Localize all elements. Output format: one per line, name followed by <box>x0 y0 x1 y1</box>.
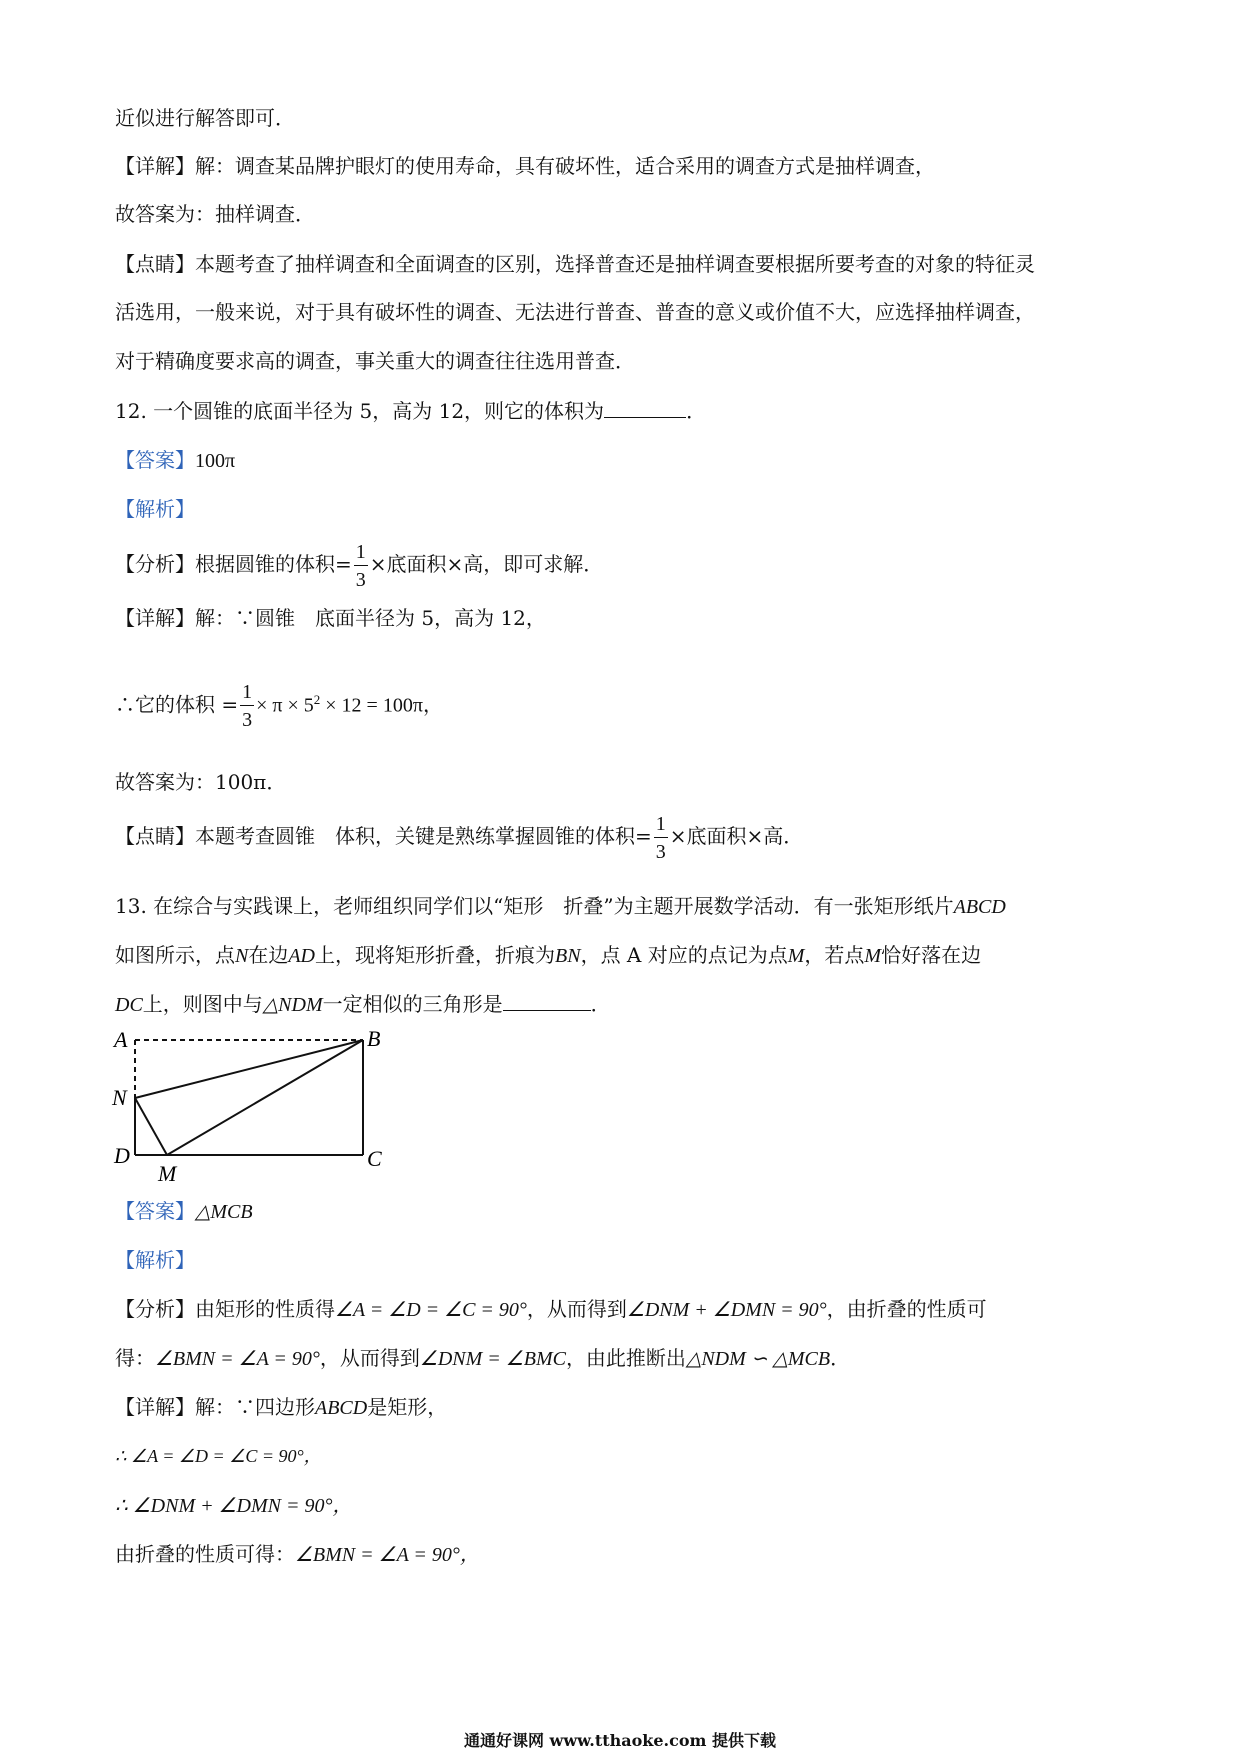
segment-NM <box>135 1098 167 1155</box>
step-line: ∴ ∠DNM + ∠DMN = 90°， <box>115 1495 353 1517</box>
rectangle-fold-figure <box>108 1028 398 1188</box>
text-line: 活选用，一般来说，对于具有破坏性的调查、无法进行普查、普查的意义或价值不大，应选择抽样调查， <box>115 300 1035 324</box>
question-13-stem: 13. 在综合与实践课上，老师组织同学们以“矩形 折叠”为主题开展数学活动．有一张矩形纸片ABCD <box>115 894 1006 918</box>
answer-blank <box>503 990 591 1011</box>
step-line: ∴ ∠A = ∠D = ∠C = 90°， <box>115 1446 322 1466</box>
calc-line: ∴它的体积 = $\frac{1}{3}$ × $\pi \times 5^2 \times 12 = 100\pi$， <box>115 681 443 732</box>
text-line: 【详解】解：调查某品牌护眼灯的使用寿命，具有破坏性，适合采用的调查方式是抽样调查， <box>115 154 935 178</box>
label-D: D <box>114 1143 130 1168</box>
answer-blank <box>604 397 686 418</box>
dianjing-line: 【点睛】本题考查圆锥 体积，关键是熟练掌握圆锥的体积= $\frac{1}{3}$ ×底面积×高． <box>115 812 804 863</box>
analysis-line: 【分析】由矩形的性质得∠A = ∠D = ∠C = 90°，从而得到∠DNM + ∠DMN = 90°，由折叠的性质可 <box>115 1297 987 1321</box>
detail-line: 【详解】解：∵四边形ABCD是矩形， <box>115 1395 448 1419</box>
question-13-stem: 如图所示，点N在边AD上，现将矩形折叠，折痕为BN，点 A 对应的点记为点M，若点M恰好落在边 <box>115 943 982 967</box>
footer-watermark: 通通好课网 www.tthaoke.com 提供下载 <box>463 1731 777 1750</box>
question-13-stem: DC上，则图中与△NDM一定相似的三角形是 ． <box>115 992 611 1016</box>
label-B: B <box>367 1028 381 1051</box>
answer-line: 【答案】100π <box>115 448 236 472</box>
fraction: $\frac{1}{3}$ <box>655 812 666 863</box>
analysis-heading: 【解析】 <box>115 1248 195 1272</box>
question-12-stem: 12. 一个圆锥的底面半径为 5，高为 12，则它的体积为 ． <box>115 399 707 423</box>
segment-MB <box>167 1040 363 1155</box>
step-line: 由折叠的性质可得：∠BMN = ∠A = 90°， <box>115 1542 480 1566</box>
fraction: $\frac{1}{3}$ <box>242 681 253 732</box>
label-M: M <box>158 1161 177 1186</box>
analysis-line: 【分析】根据圆锥的体积= $\frac{1}{3}$ ×底面积×高，即可求解． <box>115 540 604 591</box>
text-line: 对于精确度要求高的调查，事关重大的调查往往选用普查． <box>115 349 635 373</box>
analysis-line: 得：∠BMN = ∠A = 90°，从而得到∠DNM = ∠BMC，由此推断出△NDM ∽ △MCB． <box>115 1346 851 1370</box>
label-N: N <box>112 1085 127 1110</box>
text-line: 故答案为：抽样调查． <box>115 202 315 226</box>
label-C: C <box>367 1146 382 1171</box>
analysis-heading: 【解析】 <box>115 497 195 521</box>
answer-line: 【答案】△MCB <box>115 1199 253 1223</box>
detail-line: 【详解】解：∵圆锥 底面半径为 5，高为 12， <box>115 606 546 630</box>
fold-line-BN <box>135 1040 363 1098</box>
final-answer-line: 故答案为：100π． <box>115 770 287 794</box>
text-line: 【点睛】本题考查了抽样调查和全面调查的区别，选择普查还是抽样调查要根据所要考查的对象的特征灵 <box>115 252 1035 276</box>
fraction: $\frac{1}{3}$ <box>355 540 366 591</box>
text-line: 近似进行解答即可． <box>115 106 295 130</box>
label-A: A <box>114 1028 128 1052</box>
